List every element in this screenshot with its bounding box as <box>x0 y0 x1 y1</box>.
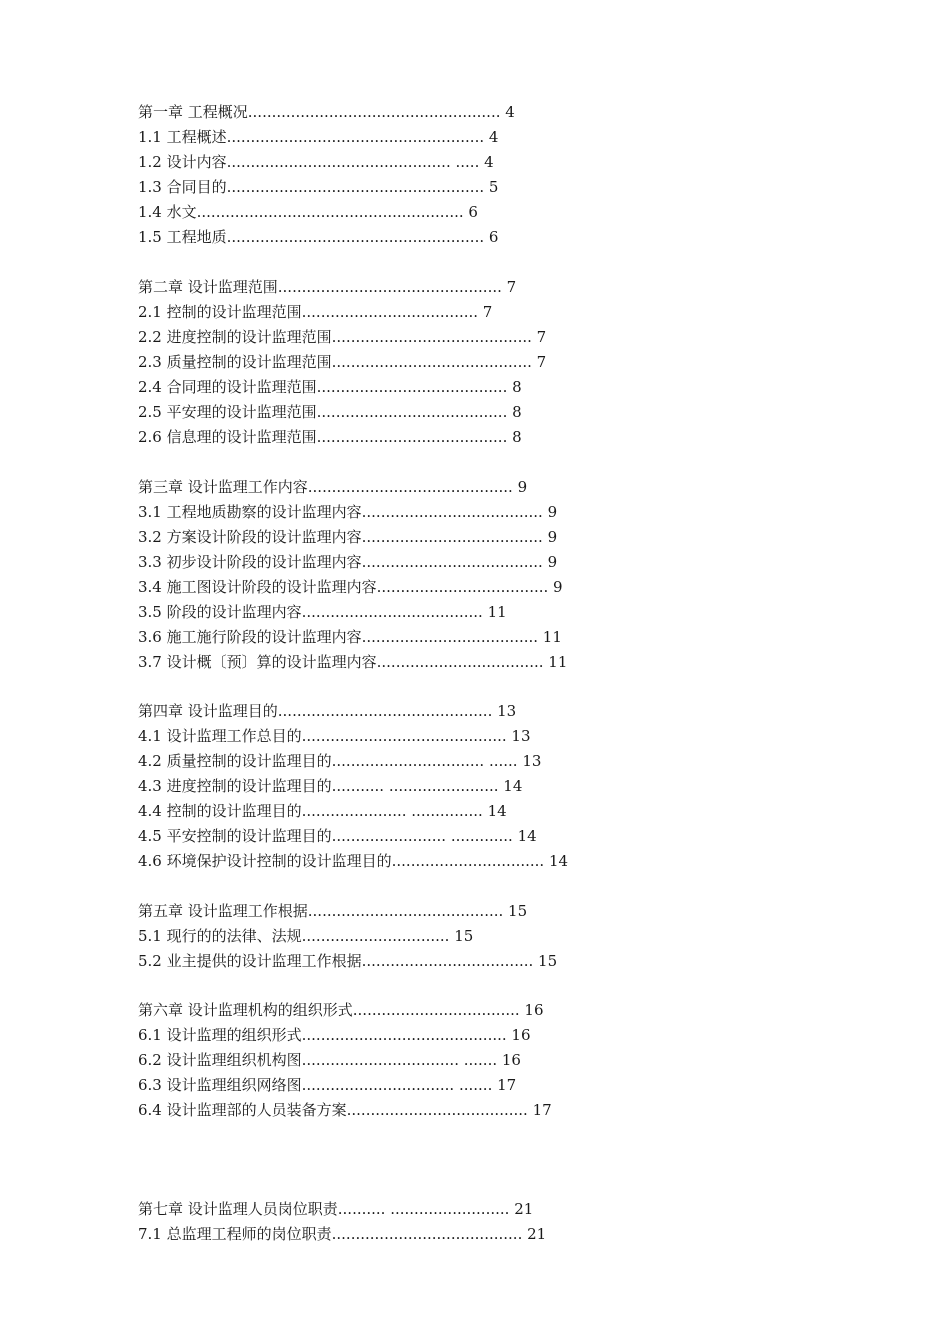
toc-entry: 第七章 设计监理人员岗位职责.......... ......................... 21 <box>138 1200 534 1218</box>
toc-entry: 6.1 设计监理的组织形式........................................... 16 <box>138 1026 531 1044</box>
toc-entry: 3.7 设计概〔预〕算的设计监理内容................................... 11 <box>138 653 568 671</box>
toc-entry: 6.3 设计监理组织网络图................................ ....... 17 <box>138 1076 517 1094</box>
toc-entry: 第六章 设计监理机构的组织形式................................... 16 <box>138 1001 544 1019</box>
toc-entry: 第四章 设计监理目的............................................. 13 <box>138 702 517 720</box>
toc-entry: 6.4 设计监理部的人员装备方案...................................... 17 <box>138 1101 552 1119</box>
toc-entry: 2.5 平安理的设计监理范围........................................ 8 <box>138 403 522 421</box>
toc-entry: 1.2 设计内容............................................... ..... 4 <box>138 153 494 171</box>
toc-entry: 1.1 工程概述...................................................... 4 <box>138 128 499 146</box>
toc-entry: 7.1 总监理工程师的岗位职责........................................ 21 <box>138 1225 547 1243</box>
toc-entry: 第三章 设计监理工作内容........................................... 9 <box>138 478 528 496</box>
toc-entry: 1.3 合同目的...................................................... 5 <box>138 178 499 196</box>
toc-entry: 第一章 工程概况..................................................... 4 <box>138 103 515 121</box>
toc-entry: 3.2 方案设计阶段的设计监理内容...................................... 9 <box>138 528 558 546</box>
toc-entry: 2.4 合同理的设计监理范围........................................ 8 <box>138 378 522 396</box>
toc-entry: 4.6 环境保护设计控制的设计监理目的................................ 14 <box>138 852 569 870</box>
toc-entry: 1.5 工程地质...................................................... 6 <box>138 228 499 246</box>
toc-entry: 3.5 阶段的设计监理内容...................................... 11 <box>138 603 507 621</box>
toc-entry: 4.3 进度控制的设计监理目的........... ....................... 14 <box>138 777 523 795</box>
toc-entry: 3.3 初步设计阶段的设计监理内容...................................... 9 <box>138 553 558 571</box>
toc-entry: 3.4 施工图设计阶段的设计监理内容.................................... 9 <box>138 578 563 596</box>
toc-entry: 3.6 施工施行阶段的设计监理内容..................................... 11 <box>138 628 562 646</box>
toc-entry: 2.3 质量控制的设计监理范围.......................................... 7 <box>138 353 547 371</box>
toc-entry: 4.5 平安控制的设计监理目的........................ ............. 14 <box>138 827 537 845</box>
toc-entry: 5.2 业主提供的设计监理工作根据.................................... 15 <box>138 952 558 970</box>
toc-entry: 4.1 设计监理工作总目的........................................... 13 <box>138 727 531 745</box>
toc-entry: 2.2 进度控制的设计监理范围.......................................... 7 <box>138 328 547 346</box>
toc-entry: 第五章 设计监理工作根据......................................... 15 <box>138 902 528 920</box>
toc-entry: 2.6 信息理的设计监理范围........................................ 8 <box>138 428 522 446</box>
toc-entry: 3.1 工程地质勘察的设计监理内容...................................... 9 <box>138 503 558 521</box>
toc-entry: 4.2 质量控制的设计监理目的................................ ...... 13 <box>138 752 542 770</box>
toc-entry: 2.1 控制的设计监理范围..................................... 7 <box>138 303 493 321</box>
toc-entry: 第二章 设计监理范围............................................... 7 <box>138 278 517 296</box>
toc-entry: 5.1 现行的的法律、法规............................... 15 <box>138 927 474 945</box>
toc-entry: 6.2 设计监理组织机构图................................. ....... 16 <box>138 1051 521 1069</box>
toc-entry: 1.4 水文........................................................ 6 <box>138 203 478 221</box>
toc-entry: 4.4 控制的设计监理目的...................... ............... 14 <box>138 802 507 820</box>
